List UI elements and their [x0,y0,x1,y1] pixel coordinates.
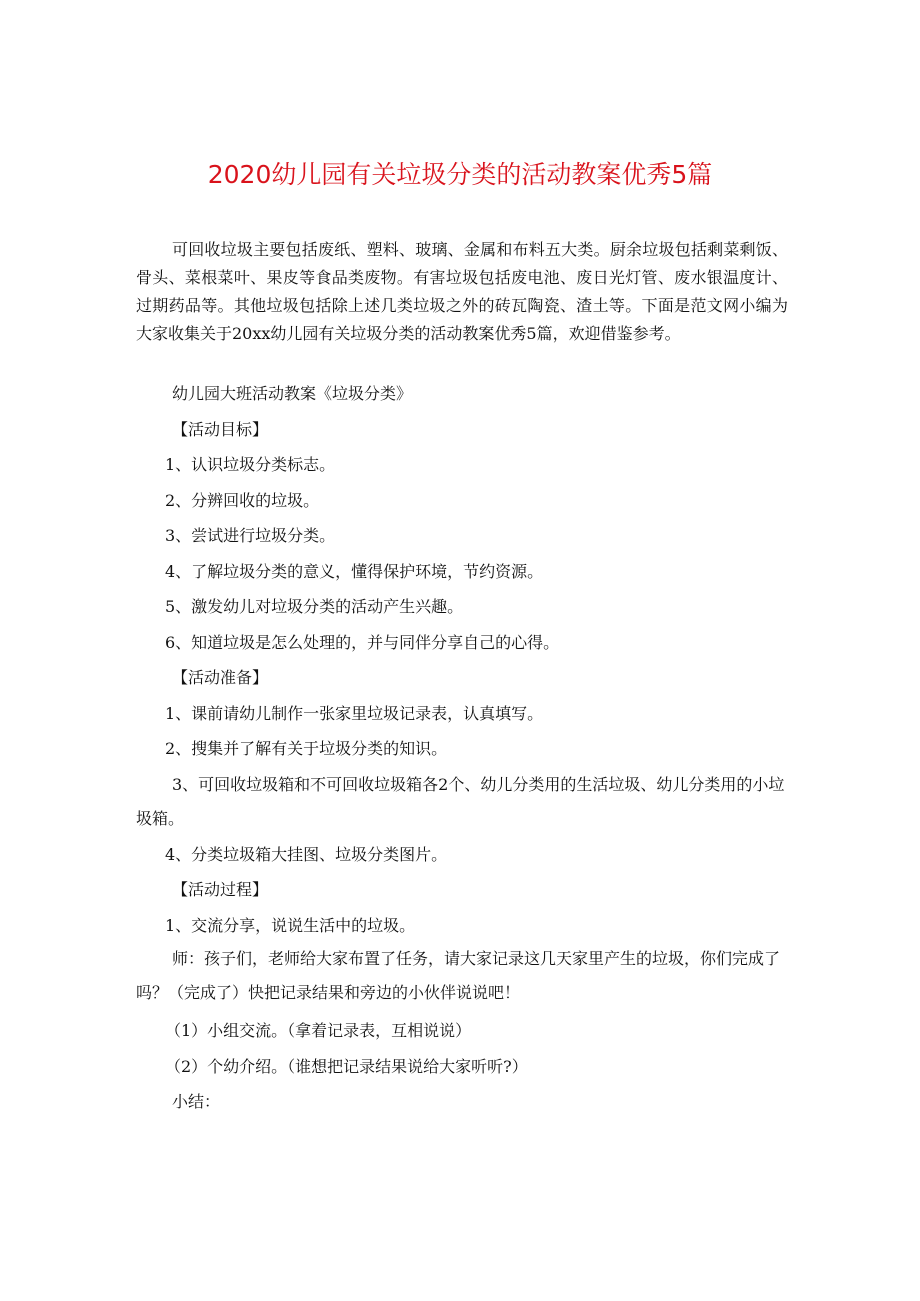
prep-item: 1、课前请幼儿制作一张家里垃圾记录表，认真填写。 [165,704,544,723]
intro-paragraph: 可回收垃圾主要包括废纸、塑料、玻璃、金属和布料五大类。厨余垃圾包括剩菜剩饭、骨头、菜根菜叶、果皮等食品类废物。有害垃圾包括废电池、废日光灯管、废水银温度计、过期药品等。其他垃圾包括除上述几类垃圾之外的砖瓦陶瓷、渣土等。下面是范文网小编为大家收集关于20xx幼儿园有关垃圾分类的活动教案优秀5篇，欢迎借鉴参考。 [136,240,788,343]
prep-item: 3、可回收垃圾箱和不可回收垃圾箱各2个、幼儿分类用的生活垃圾、幼儿分类用的小垃圾箱。 [136,775,785,828]
prep-item: 4、分类垃圾箱大挂图、垃圾分类图片。 [165,845,448,864]
process-substep: （1）小组交流。（拿着记录表，互相说说） [165,1021,472,1040]
summary-label: 小结： [172,1092,221,1111]
goal-item: 6、知道垃圾是怎么处理的，并与同伴分享自己的心得。 [165,633,560,652]
process-step: 1、交流分享，说说生活中的垃圾。 [165,916,416,935]
teacher-speech: 师：孩子们，老师给大家布置了任务，请大家记录这几天家里产生的垃圾，你们完成了吗？（完成了）快把记录结果和旁边的小伙伴说说吧！ [136,949,781,1002]
goal-item: 2、分辨回收的垃圾。 [165,491,320,510]
process-substep: （2）个幼介绍。（谁想把记录结果说给大家听听?） [165,1057,528,1076]
goal-item: 1、认识垃圾分类标志。 [165,455,336,474]
section-heading-preparation: 【活动准备】 [172,668,269,687]
section-heading-process: 【活动过程】 [172,880,269,899]
goal-item: 4、了解垃圾分类的意义，懂得保护环境，节约资源。 [165,562,544,581]
goal-item: 5、激发幼儿对垃圾分类的活动产生兴趣。 [165,597,464,616]
lesson-subtitle: 幼儿园大班活动教案《垃圾分类》 [172,384,413,403]
goal-item: 3、尝试进行垃圾分类。 [165,526,336,545]
prep-item: 2、搜集并了解有关于垃圾分类的知识。 [165,739,448,758]
section-heading-goals: 【活动目标】 [172,420,269,439]
document-title: 2020幼儿园有关垃圾分类的活动教案优秀5篇 [207,160,713,189]
